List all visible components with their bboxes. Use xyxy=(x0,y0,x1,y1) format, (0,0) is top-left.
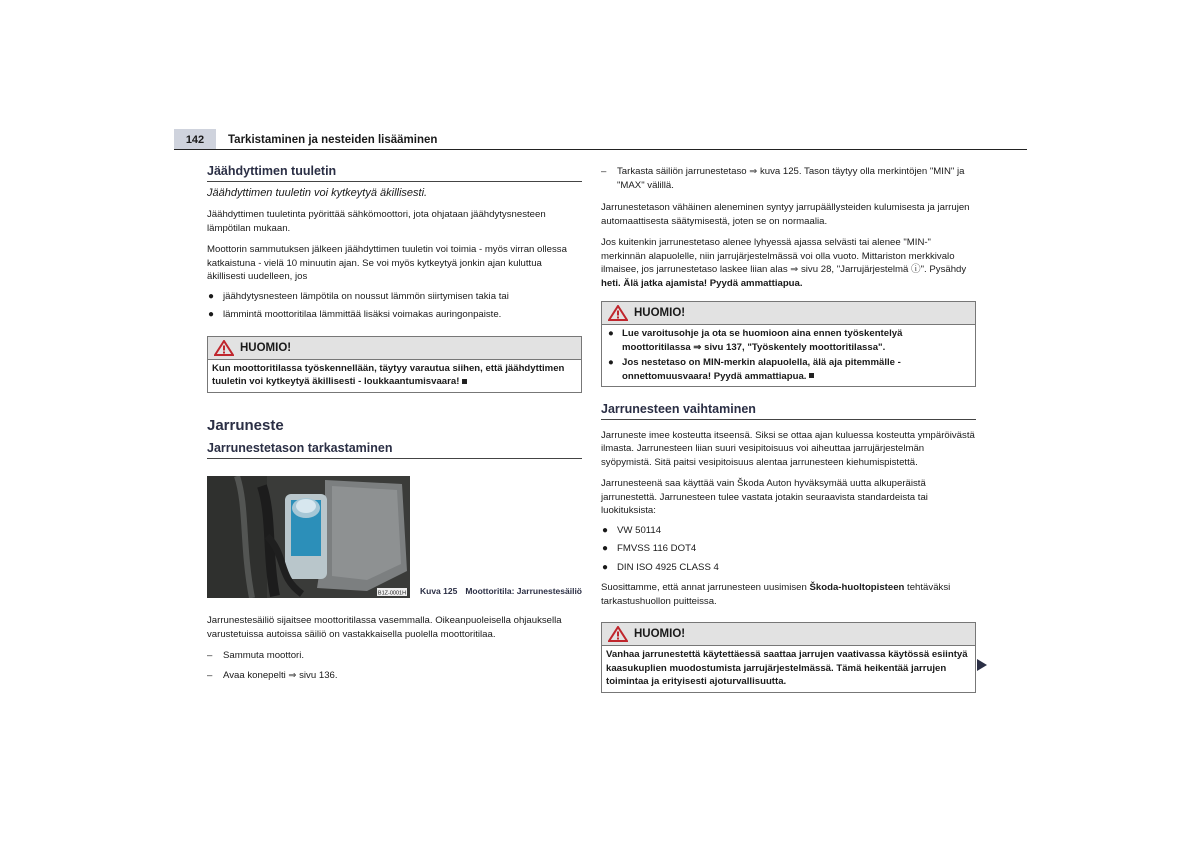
continue-arrow-icon xyxy=(977,659,987,671)
page-number: 142 xyxy=(174,129,216,149)
figure-caption xyxy=(420,586,590,596)
list-item: ● lämmintä moottoritilaa lämmittää lisäksi voimakas auringonpaiste. xyxy=(208,309,502,320)
end-mark-icon xyxy=(462,379,467,384)
warning-header xyxy=(208,337,581,360)
brake-warning-bold: heti. Älä jatka ajamista! Pyydä ammattiapua. xyxy=(601,277,803,289)
page-header xyxy=(174,129,1027,150)
brake-paragraph-3: Jos kuitenkin jarrunestetaso alenee lyhyessä ajassa selvästi tai alenee "MIN-" merkinnän alapuolelle, niin jarrujärjestelmässä voi olla vuoto. Mittariston merkkivalo ilmaisee, jos jarrunestetaso laskee liian alas ⇒ sivu 28, "Jarrujärjestelmä ⓘ". Pysähdy heti. Älä jatka ajamista! Pyydä ammattiapua. xyxy=(601,237,967,289)
warning-triangle-icon xyxy=(214,340,234,356)
fan-subtitle: Jäähdyttimen tuuletin voi kytkeytyä äkillisesti. xyxy=(207,186,428,199)
warning-text: Vanhaa jarrunestettä käytettäessä saattaa jarrujen vaativassa käytössä esiintyä kaasukuplien muodostumista jarrujärjestelmässä. Tämä heikentää jarrujen toimintaa ja erityisesti ajoturvallisuutta. xyxy=(606,649,968,687)
left-column-lower xyxy=(207,614,582,688)
list-item: ● FMVSS 116 DOT4 xyxy=(602,543,697,554)
caption-number: Kuva 125 xyxy=(420,586,458,596)
list-item: ● jäähdytysnesteen lämpötila on noussut lämmön siirtymisen takia tai xyxy=(208,290,509,302)
warning-triangle-icon xyxy=(608,305,628,321)
brake-paragraph-1: Jarrunestesäiliö sijaitsee moottoritilassa vasemmalla. Oikeanpuoleisella ohjauksella varustetuissa autoissa säiliö on vastakkaisella puolella moottoritilaa. xyxy=(207,615,562,640)
warning-box xyxy=(207,336,582,393)
step-item: – Tarkasta säiliön jarrunestetaso ⇒ kuva 125. Tason täytyy olla merkintöjen "MIN" ja "MAX" välillä. xyxy=(601,166,965,191)
left-column xyxy=(207,165,582,464)
fan-section-title: Jäähdyttimen tuuletin xyxy=(207,165,582,182)
step-item: – Sammuta moottori. xyxy=(207,650,305,661)
warning-box xyxy=(601,301,976,387)
fan-paragraph-1: Jäähdyttimen tuuletinta pyörittää sähkömoottori, jota ohjataan jäähdytysnesteen lämpötilan mukaan. xyxy=(207,209,546,234)
figure-code: B1Z-0001H xyxy=(377,590,407,597)
step-item: – Avaa konepelti ⇒ sivu 136. xyxy=(207,669,338,681)
running-title: Tarkistaminen ja nesteiden lisääminen xyxy=(228,134,438,146)
warning-item: ● Jos nestetaso on MIN-merkin alapuolella, älä aja pitemmälle - onnettomuusvaara! Pyydä ammattiapua. xyxy=(608,357,901,382)
list-item: ● VW 50114 xyxy=(602,524,662,536)
end-mark-icon xyxy=(809,373,814,378)
warning-box xyxy=(601,622,976,693)
recommendation-paragraph: Suosittamme, että annat jarrunesteen uusimisen Škoda-huoltopisteen tehtäväksi tarkastushuollon puitteissa. xyxy=(601,582,951,607)
brake-fluid-title: Jarruneste xyxy=(207,416,284,434)
brake-paragraph-2: Jarrunestetason vähäinen aleneminen syntyy jarrupäällysteiden kulumisesta ja jarrujen automaattisesta säätymisestä, joten se on normaalia. xyxy=(601,202,970,227)
warning-title: HUOMIO! xyxy=(634,628,686,640)
warning-text: Kun moottoritilassa työskennellään, täytyy varautua siihen, että jäähdyttimen tuuletin voi kytkeytyä äkillisesti - loukkaantumisvaara! xyxy=(212,362,565,387)
brake-change-title: Jarrunesteen vaihtaminen xyxy=(601,403,976,420)
warning-triangle-icon xyxy=(608,626,628,642)
engine-bay-illustration xyxy=(207,476,410,598)
caption-text: Moottoritila: Jarrunestesäiliö xyxy=(465,586,583,596)
engine-bay-image xyxy=(207,476,410,598)
warning-header xyxy=(602,623,975,646)
list-item: ● DIN ISO 4925 CLASS 4 xyxy=(602,561,719,573)
warning-header xyxy=(602,302,975,325)
fan-paragraph-2: Moottorin sammutuksen jälkeen jäähdyttimen tuuletin voi toimia - myös virran ollessa katkaistuna - vielä 10 minuutin ajan. Se voi myös kytkeytyä jonkin ajan kuluttua äkillisesti uudelleen, jos xyxy=(207,244,567,282)
change-paragraph-2: Jarrunesteenä saa käyttää vain Škoda Auton hyväksymää uutta alkuperäistä jarrunestettä. Jarrunesteen tulee vastata jotakin seuraavista standardeista tai luokituksista: xyxy=(601,478,928,516)
brake-level-check-title: Jarrunestetason tarkastaminen xyxy=(207,442,582,459)
change-paragraph-1: Jarruneste imee kosteutta itseensä. Siksi se ottaa ajan kuluessa kosteutta ympäröivästä ilmasta. Jarrunesteen liian suuri vesipitoisuus voi aiheuttaa jarrujärjestelmän syöpymistä. Sitä paitsi vesipitoisuus alentaa jarrunesteen kiehumispistettä. xyxy=(601,429,975,468)
warning-item: ● Lue varoitusohje ja ota se huomioon aina ennen työskentelyä moottoritilassa ⇒ sivu 137, "Työskentely moottoritilassa". xyxy=(608,328,903,353)
warning-title: HUOMIO! xyxy=(240,341,292,354)
warning-title: HUOMIO! xyxy=(634,307,686,319)
right-column xyxy=(601,165,976,701)
